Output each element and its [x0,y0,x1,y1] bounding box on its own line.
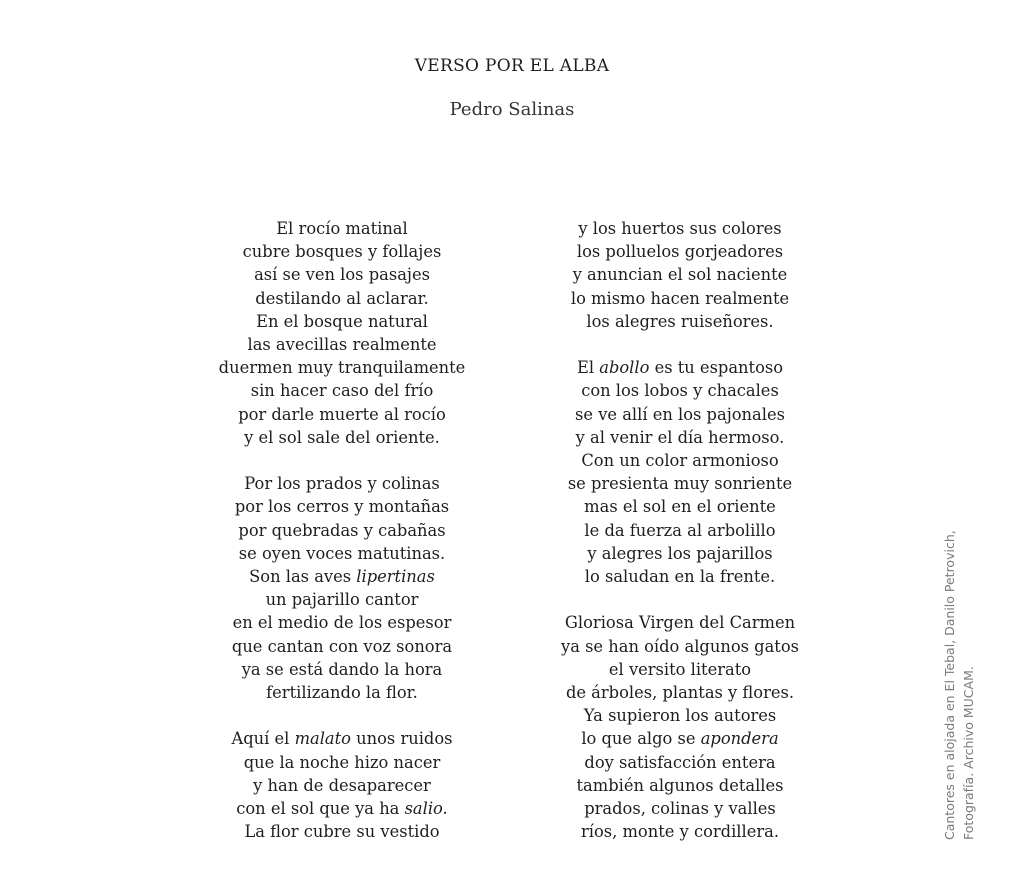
caption-line: Fotografía. Archivo MUCAM. [961,666,976,840]
verse-line: que la noche hizo nacer [243,752,441,772]
stanza [182,217,502,449]
verse-line: se presienta muy sonriente [567,474,793,494]
poem-title: VERSO POR EL ALBA [414,56,610,76]
verse-line: ríos, monte y cordillera. [581,822,779,842]
verse-line: con el sol que ya ha salio. [236,799,448,819]
verse-line: también algunos detalles [576,775,784,795]
verse-line: ya se han oído algunos gatos [561,636,799,656]
verse-line: las avecillas realmente [247,335,437,355]
verse-line: así se ven los pasajes [254,265,430,285]
verse-line: cubre bosques y follajes [242,242,442,262]
verse-line: los alegres ruiseñores. [586,311,774,331]
verse-line: Gloriosa Virgen del Carmen [564,613,796,633]
verse-line: el versito literato [608,659,752,679]
verse-line: La flor cubre su vestido [244,822,440,842]
verse-line: y han de desaparecer [253,775,431,795]
stanza [182,472,502,704]
poem-column-right [520,217,840,843]
stanza [182,727,502,843]
verse-line: El rocío matinal [276,219,408,238]
verse-line: fertilizando la flor. [266,683,418,703]
photo-caption [940,500,978,840]
poem-column-left [182,217,502,843]
verse-line: Aquí el malato unos ruidos [231,729,453,749]
stanza [520,611,840,843]
stanza [520,217,840,333]
verse-line: Con un color armonioso [581,451,779,471]
verse-line: se oyen voces matutinas. [238,543,446,563]
verse-line: sin hacer caso del frío [250,381,434,401]
verse-line: mas el sol en el oriente [584,497,776,517]
verse-line: lo que algo se apondera [581,729,779,749]
verse-line: En el bosque natural [256,311,428,331]
verse-line: Por los prados y colinas [244,474,440,494]
verse-line: de árboles, plantas y flores. [565,683,795,703]
verse-line: duermen muy tranquilamente [218,358,466,378]
verse-line: un pajarillo cantor [265,590,419,610]
verse-line: El abollo es tu espantoso [576,358,784,378]
verse-line: lo mismo hacen realmente [570,288,790,308]
verse-line: prados, colinas y valles [584,799,776,819]
stanza [520,356,840,588]
verse-line: se ve allí en los pajonales [575,404,785,424]
verse-line: ya se está dando la hora [241,659,443,679]
verse-line: y el sol sale del oriente. [244,427,440,447]
caption-line: Cantores en alojada en El Tebal, Danilo Petrovich, [942,530,957,840]
verse-line: por quebradas y cabañas [238,520,446,540]
verse-line: que cantan con voz sonora [231,636,453,656]
verse-line: y alegres los pajarillos [587,543,773,563]
verse-line: destilando al aclarar. [255,288,429,308]
verse-line: por darle muerte al rocío [238,404,446,424]
verse-line: doy satisfacción entera [584,752,776,772]
verse-line: Ya supieron los autores [583,706,777,726]
verse-line: y los huertos sus colores [578,219,782,238]
verse-line: le da fuerza al arbolillo [584,520,776,540]
poem-author: Pedro Salinas [449,99,575,120]
verse-line: y anuncian el sol naciente [572,265,788,285]
verse-line: en el medio de los espesor [232,613,452,633]
verse-line: Son las aves lipertinas [249,567,435,587]
verse-line: lo saludan en la frente. [584,567,776,587]
verse-line: por los cerros y montañas [234,497,450,517]
verse-line: los polluelos gorjeadores [576,242,784,262]
verse-line: con los lobos y chacales [581,381,779,401]
verse-line: y al venir el día hermoso. [575,427,785,447]
